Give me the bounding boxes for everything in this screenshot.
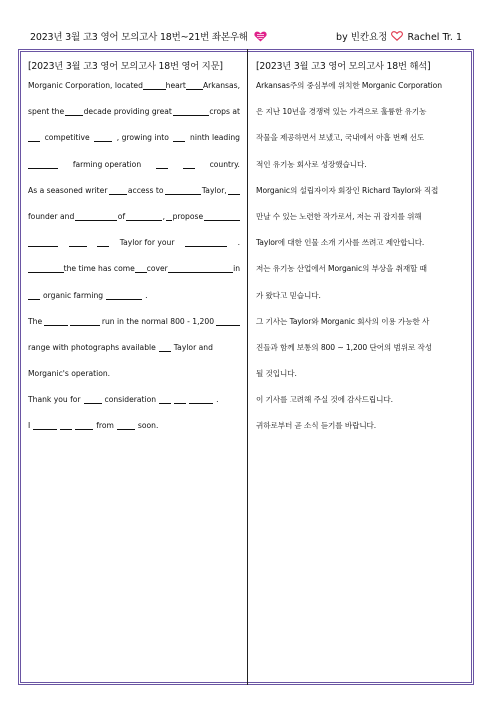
page-header: [22, 24, 472, 46]
korean-translation-column: [256, 58, 468, 449]
passage-text: cover: [146, 264, 168, 274]
passage-text: Morganic Corporation, located: [28, 81, 143, 90]
translation-line: [256, 292, 468, 300]
english-passage-column: [28, 58, 240, 449]
passage-text: As a seasoned writer: [28, 185, 108, 195]
translation-text: 그 기사는 Taylor와 Morganic 회사의 이용 가능한 사: [256, 316, 430, 326]
passage-text: spent the: [28, 107, 65, 117]
english-passage-heading: [2023년 3월 고3 영어 모의고사 18번 영어 지문]: [28, 61, 223, 72]
passage-text: decade providing great: [83, 107, 172, 117]
answer-blank[interactable]: [84, 396, 102, 404]
passage-text: .: [237, 238, 240, 248]
translation-text: 작물을 제공하면서 보냈고, 국내에서 아홉 번째 선도: [256, 133, 425, 143]
translation-line: [256, 134, 468, 142]
passage-text: propose: [172, 211, 204, 221]
passage-line: [28, 265, 240, 273]
answer-blank[interactable]: [204, 213, 240, 221]
answer-blank[interactable]: [28, 134, 40, 142]
author-credit: [336, 29, 462, 44]
answer-blank[interactable]: [106, 292, 142, 300]
passage-text: Arkansas,: [202, 81, 241, 90]
passage-text: heart: [165, 81, 186, 90]
passage-text: soon.: [137, 421, 159, 431]
passage-text: ninth leading: [190, 133, 240, 143]
answer-blank[interactable]: [189, 396, 213, 404]
passage-text: Thank you for: [28, 395, 81, 405]
passage-text: crops at: [209, 107, 240, 117]
heart-outline-icon: [391, 31, 403, 44]
passage-line: [28, 239, 240, 247]
english-passage-body: [28, 82, 240, 430]
translation-text: Arkansas주의 중심부에 위치한 Morganic Corporation: [256, 81, 442, 90]
passage-text: country.: [209, 159, 240, 169]
passage-text: Taylor and: [173, 342, 213, 352]
translation-text: 이 기사를 고려해 주실 것에 감사드립니다.: [256, 395, 393, 405]
passage-line: [28, 213, 240, 221]
answer-blank[interactable]: [174, 396, 186, 404]
answer-blank[interactable]: [28, 161, 58, 169]
answer-blank[interactable]: [28, 239, 58, 247]
passage-line: [28, 344, 240, 352]
answer-blank[interactable]: [60, 422, 72, 430]
answer-blank[interactable]: [33, 422, 57, 430]
passage-text: Taylor,: [201, 185, 227, 195]
translation-text: 적인 유기농 회사로 성장했습니다.: [256, 159, 367, 169]
answer-blank[interactable]: [173, 134, 185, 142]
translation-text: 저는 유기농 산업에서 Morganic의 부상을 취재할 때: [256, 264, 427, 274]
passage-text: run in the normal 800 - 1,200: [101, 316, 215, 326]
passage-text: the time has come: [63, 264, 135, 274]
translation-text: 될 것입니다.: [256, 369, 297, 379]
answer-blank[interactable]: [168, 265, 221, 273]
translation-text: 만날 수 있는 노련한 작가로서, 저는 귀 잡지를 위해: [256, 211, 422, 221]
passage-line: [28, 134, 240, 142]
author-prefix: by 빈칸요정: [336, 32, 388, 43]
answer-blank[interactable]: [135, 265, 147, 273]
passage-text: .: [216, 395, 219, 405]
passage-text: ,: [162, 211, 166, 221]
passage-text: from: [96, 421, 114, 431]
passage-text: I: [28, 421, 31, 431]
answer-blank[interactable]: [44, 318, 68, 326]
answer-blank[interactable]: [70, 318, 100, 326]
answer-blank[interactable]: [69, 239, 87, 247]
answer-blank[interactable]: [28, 292, 40, 300]
passage-line: [28, 370, 240, 378]
korean-translation-body: [256, 82, 468, 430]
passage-line: [28, 108, 240, 116]
answer-blank[interactable]: [221, 265, 233, 273]
passage-line: [28, 292, 240, 300]
translation-line: [256, 187, 468, 195]
translation-line: [256, 108, 468, 116]
answer-blank[interactable]: [159, 344, 171, 352]
passage-text: founder and: [28, 211, 75, 221]
answer-blank[interactable]: [94, 134, 112, 142]
translation-line: [256, 344, 468, 352]
answer-blank[interactable]: [173, 108, 209, 116]
passage-line: [28, 318, 240, 326]
translation-text: 은 지난 10년을 경쟁력 있는 가격으로 훌륭한 유기농: [256, 107, 427, 117]
passage-text: of: [117, 211, 126, 221]
answer-blank[interactable]: [154, 82, 165, 90]
translation-text: 가 왔다고 믿습니다.: [256, 290, 321, 300]
column-divider: [247, 49, 248, 685]
passage-text: consideration: [104, 395, 157, 405]
passage-line: [28, 161, 240, 169]
translation-line: [256, 239, 468, 247]
translation-text: Morganic의 설립자이자 회장인 Richard Taylor와 직접: [256, 185, 439, 195]
passage-text: access to: [127, 185, 164, 195]
page-title-text: 2023년 3월 고3 영어 모의고사 18번~21번 좌본우해: [30, 32, 248, 43]
translation-line: [256, 161, 468, 169]
translation-line: [256, 396, 468, 404]
translation-line: [256, 422, 468, 430]
answer-blank[interactable]: [156, 161, 168, 169]
answer-blank[interactable]: [117, 422, 135, 430]
answer-blank[interactable]: [165, 187, 201, 195]
answer-blank[interactable]: [143, 82, 154, 90]
passage-text: .: [145, 290, 148, 300]
answer-blank[interactable]: [185, 239, 227, 247]
translation-line: [256, 82, 468, 90]
passage-line: [28, 396, 240, 404]
passage-text: in: [233, 264, 241, 274]
passage-line: [28, 422, 240, 430]
translation-line: [256, 318, 468, 326]
passage-line: [28, 82, 240, 90]
passage-text: The: [28, 316, 43, 326]
translation-text: Taylor에 대한 인물 소개 기사를 쓰려고 제안합니다.: [256, 238, 425, 248]
answer-blank[interactable]: [159, 396, 171, 404]
passage-text: range with photographs available: [28, 342, 156, 352]
korean-translation-heading: [2023년 3월 고3 영어 모의고사 18번 해석]: [256, 61, 431, 72]
translation-line: [256, 213, 468, 221]
pink-heart-badge-icon: [254, 31, 267, 45]
translation-line: [256, 265, 468, 273]
answer-blank[interactable]: [228, 187, 240, 195]
answer-blank[interactable]: [109, 187, 127, 195]
answer-blank[interactable]: [166, 213, 172, 221]
answer-blank[interactable]: [186, 82, 203, 90]
answer-blank[interactable]: [75, 422, 93, 430]
passage-text: , growing into: [116, 133, 169, 143]
answer-blank[interactable]: [183, 161, 195, 169]
answer-blank[interactable]: [126, 213, 162, 221]
translation-text: 진들과 함께 보통의 800 ~ 1,200 단어의 범위로 작성: [256, 342, 432, 352]
page-title: [30, 29, 267, 45]
passage-line: [28, 187, 240, 195]
passage-text: farming operation: [72, 159, 142, 169]
answer-blank[interactable]: [75, 213, 117, 221]
answer-blank[interactable]: [65, 108, 83, 116]
passage-text: Taylor for your: [119, 238, 175, 248]
passage-text: competitive: [44, 133, 90, 143]
translation-line: [256, 370, 468, 378]
passage-text: Morganic's operation.: [28, 369, 111, 379]
translation-text: 귀하로부터 곧 소식 듣기를 바랍니다.: [256, 421, 377, 431]
answer-blank[interactable]: [216, 318, 240, 326]
answer-blank[interactable]: [97, 239, 109, 247]
author-suffix: Rachel Tr. 1: [407, 32, 462, 43]
passage-text: organic farming: [43, 290, 104, 300]
answer-blank[interactable]: [34, 265, 64, 273]
